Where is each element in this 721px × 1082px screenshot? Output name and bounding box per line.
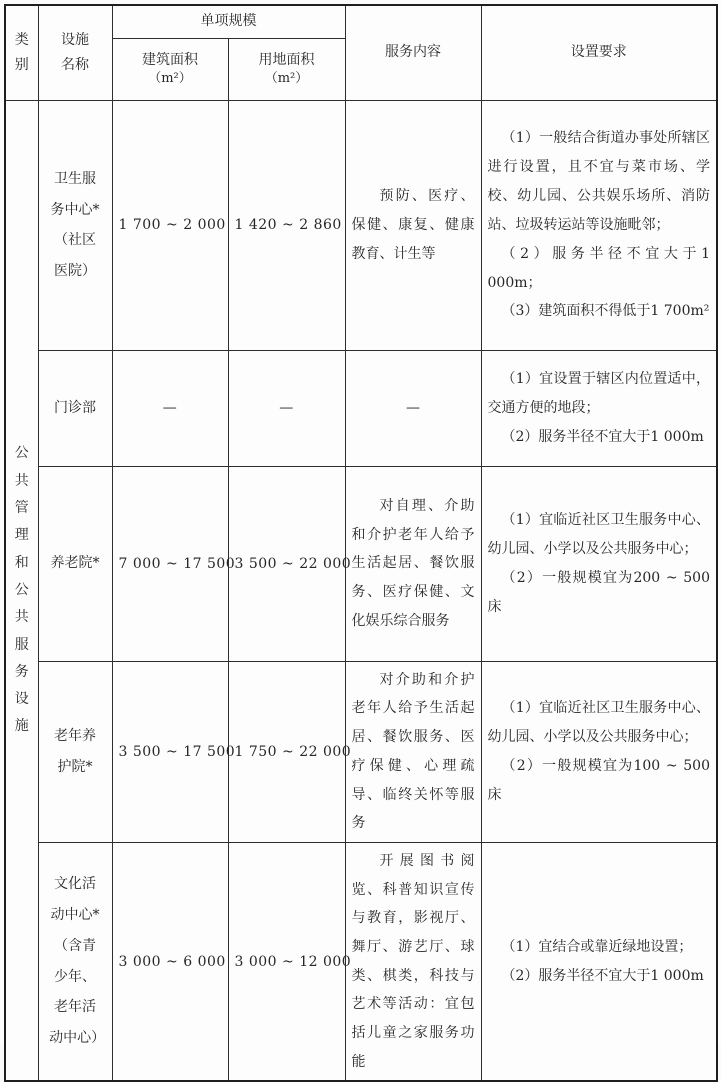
land-area-value: 1 420 ~ 2 860: [228, 100, 345, 350]
requirements-list: [488, 506, 711, 621]
service-content-cell: [345, 100, 481, 350]
header-category: [5, 5, 38, 100]
facility-name: 养老院*: [50, 555, 100, 572]
service-content-cell: [345, 350, 481, 466]
service-content: 对自理、介助和介护老年人给予生活起居、餐饮服务、医疗保健、文化娱乐综合服务: [351, 498, 475, 629]
requirements-cell: [481, 842, 717, 1081]
building-area-value: 3 500 ~ 17 500: [112, 661, 228, 842]
table-row-health-center: [5, 100, 717, 350]
header-service: 服务内容: [345, 5, 481, 100]
header-land-area: [228, 38, 345, 100]
requirement-item: （1）宜结合或靠近绿地设置；: [501, 938, 693, 955]
requirement-item: （1）宜临近社区卫生服务中心、幼儿园、小学以及公共服务中心；: [487, 512, 710, 557]
facility-name-cell: [38, 661, 112, 842]
header-facility-name: [38, 5, 112, 100]
facility-name: 老年养护院*: [53, 728, 96, 775]
requirements-list: [488, 694, 711, 809]
table-header: [5, 5, 717, 100]
land-area-value: 3 000 ~ 12 000: [228, 842, 345, 1081]
header-building-area-unit: （m²）: [148, 71, 192, 87]
facility-name-cell: [38, 350, 112, 466]
service-content-cell: [345, 842, 481, 1081]
table-row-nursing-home: [5, 466, 717, 661]
requirement-item: （2）服务半径不宜大于1 000m；: [487, 245, 710, 291]
requirement-item: （2）服务半径不宜大于1 000m: [501, 428, 704, 445]
service-content: 对介助和介护老年人给予生活起居、餐饮服务、医疗保健、心理疏导、临终关怀等服务: [351, 671, 475, 832]
service-content: —: [406, 399, 420, 416]
category-cell: [5, 100, 38, 1081]
table-body: [5, 100, 717, 1081]
land-area-value: 1 750 ~ 22 000: [228, 661, 345, 842]
requirement-item: （2）一般规模宜为100 ~ 500床: [487, 757, 710, 803]
building-area-value: 3 000 ~ 6 000: [112, 842, 228, 1081]
requirement-item: （2）服务半径不宜大于1 000m: [501, 967, 704, 984]
land-area-value: 3 500 ~ 22 000: [228, 466, 345, 661]
requirements-list: [488, 933, 711, 991]
header-facility-name-label: 设施名称: [61, 31, 89, 73]
requirement-item: （1）宜设置于辖区内位置适中，交通方便的地段；: [487, 371, 710, 416]
requirements-cell: [481, 661, 717, 842]
header-building-area-label: 建筑面积: [142, 52, 198, 69]
requirements-cell: [481, 100, 717, 350]
service-content-cell: [345, 466, 481, 661]
header-category-label: 类别: [14, 31, 29, 73]
header-requirements: 设置要求: [481, 5, 717, 100]
land-area-value: —: [228, 350, 345, 466]
facility-name: 门诊部: [53, 399, 96, 416]
table-row-outpatient: [5, 350, 717, 466]
requirement-item: （3）建筑面积不得低于1 700m²: [501, 303, 710, 320]
header-building-area: [112, 38, 228, 100]
facilities-table: [4, 4, 718, 1082]
requirement-item: （1）宜临近社区卫生服务中心、幼儿园、小学以及公共服务中心；: [487, 700, 710, 746]
requirement-item: （1）一般结合街道办事处所辖区进行设置，且不宜与菜市场、学校、幼儿园、公共娱乐场所、消防站、垃圾转运站等设施毗邻；: [487, 130, 710, 233]
table-row-cultural-center: [5, 842, 717, 1081]
category-label: 公共管理和公共服务设施: [14, 445, 29, 735]
header-land-area-label: 用地面积: [258, 52, 315, 69]
requirements-list: [488, 365, 711, 451]
facility-name-cell: [38, 842, 112, 1081]
service-content-cell: [345, 661, 481, 842]
facility-name: 卫生服务中心*（社区医院）: [50, 170, 100, 280]
requirements-list: [488, 124, 711, 326]
requirements-cell: [481, 350, 717, 466]
requirement-item: （2）一般规模宜为200 ~ 500床: [487, 569, 710, 615]
facility-name-cell: [38, 466, 112, 661]
facility-name-cell: [38, 100, 112, 350]
service-content: 预防、医疗、保健、康复、健康教育、计生等: [351, 188, 475, 262]
building-area-value: 1 700 ~ 2 000: [112, 100, 228, 350]
requirements-cell: [481, 466, 717, 661]
table-row-elderly-care: [5, 661, 717, 842]
service-content: 开展图书阅览、科普知识宣传与教育，影视厅、舞厅、游艺厅、球类、棋类，科技与艺术等活动：宜包括儿童之家服务功能: [351, 852, 475, 1070]
facility-name: 文化活动中心*（含青少年、老年活动中心）: [49, 876, 106, 1047]
header-land-area-unit: （m²）: [264, 71, 309, 87]
building-area-value: —: [112, 350, 228, 466]
building-area-value: 7 000 ~ 17 500: [112, 466, 228, 661]
header-scale-group: 单项规模: [112, 5, 345, 38]
